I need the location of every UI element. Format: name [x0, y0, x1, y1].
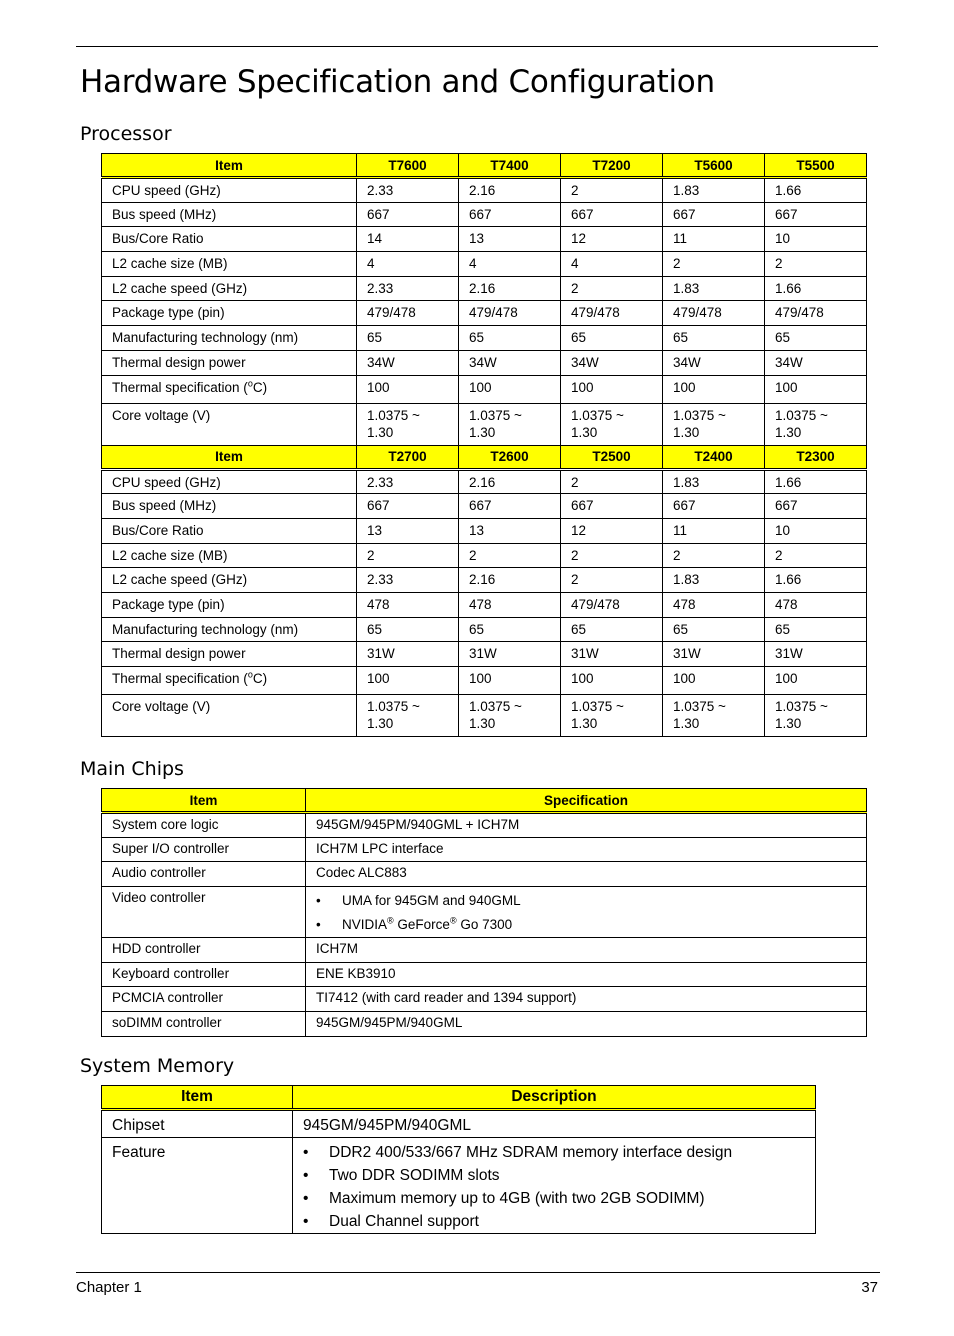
table-cell: 100	[765, 375, 867, 403]
row-label: Package type (pin)	[102, 592, 357, 617]
row-label: CPU speed (GHz)	[102, 178, 357, 203]
header-model: T2700	[357, 445, 459, 469]
table-row	[102, 518, 867, 543]
table-cell: 667	[663, 202, 765, 227]
system-memory-table	[101, 1085, 816, 1234]
table-row	[102, 962, 867, 987]
row-label: L2 cache size (MB)	[102, 543, 357, 568]
memory-header-row	[102, 1086, 816, 1110]
table-row	[102, 227, 867, 252]
cell-line: 1.0375 ~	[469, 699, 522, 714]
table-row	[102, 202, 867, 227]
cell-line: 1.0375 ~	[367, 407, 420, 423]
chip-spec: 945GM/945PM/940GML + ICH7M	[306, 813, 867, 838]
row-label: Thermal design power	[102, 642, 357, 667]
list-item: • Two DDR SODIMM slots	[303, 1164, 815, 1187]
table-row	[102, 667, 867, 695]
table-cell: 479/478	[663, 301, 765, 326]
table-cell: 667	[561, 202, 663, 227]
table-row	[102, 837, 867, 862]
table-cell: 478	[459, 592, 561, 617]
table-row	[102, 276, 867, 301]
row-label	[102, 375, 357, 403]
chip-item: HDD controller	[102, 938, 306, 963]
table-cell: 65	[459, 326, 561, 351]
chip-spec: Codec ALC883	[306, 862, 867, 887]
table-row	[102, 862, 867, 887]
top-rule	[76, 46, 878, 47]
table-cell: 4	[561, 252, 663, 277]
table-cell: 100	[663, 667, 765, 695]
table-cell: 100	[765, 667, 867, 695]
header-item: Item	[102, 445, 357, 469]
table-cell: 1.66	[765, 568, 867, 593]
row-label: Bus/Core Ratio	[102, 518, 357, 543]
cell-line: 1.0375 ~	[469, 407, 522, 423]
cell-line: 1.0375 ~	[775, 699, 828, 714]
chip-item: Video controller	[102, 887, 306, 938]
row-label: L2 cache size (MB)	[102, 252, 357, 277]
table-cell: 667	[663, 494, 765, 519]
table-cell: 479/478	[561, 301, 663, 326]
table-cell: 2	[663, 543, 765, 568]
degree-superscript: o	[247, 378, 253, 388]
table-row	[102, 178, 867, 203]
table-cell: 100	[663, 375, 765, 403]
table-cell: 2	[663, 252, 765, 277]
row-label: Core voltage (V)	[102, 695, 357, 737]
cell-line: 1.0375 ~	[571, 699, 624, 714]
list-item: • DDR2 400/533/667 MHz SDRAM memory interface design	[303, 1141, 815, 1164]
table-cell	[459, 695, 561, 737]
memory-row-feature	[102, 1138, 816, 1234]
row-label: Package type (pin)	[102, 301, 357, 326]
header-model: T2600	[459, 445, 561, 469]
degree-superscript: o	[247, 669, 253, 680]
table-cell	[663, 695, 765, 737]
list-item: • Dual Channel support	[303, 1210, 815, 1233]
chip-item: PCMCIA controller	[102, 987, 306, 1012]
table-cell: 667	[765, 202, 867, 227]
chip-item: Super I/O controller	[102, 837, 306, 862]
table-cell: 667	[561, 494, 663, 519]
table-cell: 13	[459, 227, 561, 252]
row-label: Manufacturing technology (nm)	[102, 617, 357, 642]
table-cell: 100	[561, 375, 663, 403]
table-cell: 12	[561, 518, 663, 543]
chip-item: Keyboard controller	[102, 962, 306, 987]
cell-line: 1.30	[367, 424, 394, 440]
row-label: Manufacturing technology (nm)	[102, 326, 357, 351]
table-cell: 13	[459, 518, 561, 543]
table-cell: 14	[357, 227, 459, 252]
footer-chapter: Chapter 1	[76, 1279, 142, 1296]
table-cell: 65	[765, 617, 867, 642]
table-cell: 65	[357, 617, 459, 642]
table-cell: 479/478	[765, 301, 867, 326]
chip-spec	[306, 887, 867, 938]
memory-description: 945GM/945PM/940GML	[293, 1110, 816, 1138]
table-cell: 2.16	[459, 276, 561, 301]
row-label	[102, 667, 357, 695]
table-row	[102, 592, 867, 617]
table-cell: 667	[765, 494, 867, 519]
table-cell: 31W	[459, 642, 561, 667]
table-cell: 478	[357, 592, 459, 617]
row-label: L2 cache speed (GHz)	[102, 276, 357, 301]
chip-spec: ICH7M LPC interface	[306, 837, 867, 862]
section-heading-system-memory: System Memory	[80, 1055, 235, 1077]
table-cell	[561, 403, 663, 445]
header-model: T5600	[663, 154, 765, 178]
cell-line: 1.0375 ~	[673, 407, 726, 423]
page-title: Hardware Specification and Configuration	[80, 64, 715, 100]
brand-text: GeForce	[393, 917, 450, 933]
table-row	[102, 543, 867, 568]
chips-header-row	[102, 789, 867, 813]
brand-text: NVIDIA	[342, 917, 388, 933]
cell-line: 1.30	[775, 716, 802, 731]
table-cell: 11	[663, 518, 765, 543]
table-cell: 478	[663, 592, 765, 617]
table-cell	[561, 695, 663, 737]
processor-header-row	[102, 445, 867, 469]
table-row	[102, 301, 867, 326]
table-row	[102, 938, 867, 963]
table-cell: 11	[663, 227, 765, 252]
table-cell: 2	[561, 543, 663, 568]
table-cell: 10	[765, 518, 867, 543]
table-cell: 34W	[459, 350, 561, 375]
table-cell: 2.33	[357, 568, 459, 593]
header-specification: Specification	[306, 789, 867, 813]
header-model: T7600	[357, 154, 459, 178]
feature-list	[303, 1141, 815, 1233]
chip-item: Audio controller	[102, 862, 306, 887]
table-cell	[765, 403, 867, 445]
table-cell: 31W	[765, 642, 867, 667]
chip-item: System core logic	[102, 813, 306, 838]
table-cell: 65	[765, 326, 867, 351]
header-model: T2400	[663, 445, 765, 469]
table-cell	[357, 695, 459, 737]
table-cell	[765, 695, 867, 737]
cell-line: 1.30	[469, 424, 496, 440]
table-cell: 479/478	[561, 592, 663, 617]
table-cell: 2.33	[357, 276, 459, 301]
brand-text: Go 7300	[456, 917, 513, 933]
table-cell: 12	[561, 227, 663, 252]
label-text: Thermal specification (	[112, 379, 248, 395]
header-item: Item	[102, 789, 306, 813]
table-cell: 667	[357, 202, 459, 227]
chip-spec: ENE KB3910	[306, 962, 867, 987]
row-label: Bus speed (MHz)	[102, 494, 357, 519]
row-label: Bus speed (MHz)	[102, 202, 357, 227]
table-cell: 10	[765, 227, 867, 252]
list-item	[316, 913, 866, 937]
table-cell: 34W	[357, 350, 459, 375]
chip-item: soDIMM controller	[102, 1012, 306, 1037]
table-cell: 2.16	[459, 568, 561, 593]
table-cell: 100	[357, 667, 459, 695]
registered-mark: ®	[449, 915, 457, 926]
label-text: C)	[252, 379, 268, 395]
cell-line: 1.30	[775, 424, 802, 440]
table-cell: 1.66	[765, 178, 867, 203]
table-cell: 31W	[561, 642, 663, 667]
table-cell: 1.66	[765, 276, 867, 301]
table-cell: 2.16	[459, 178, 561, 203]
table-cell: 1.83	[663, 178, 765, 203]
cell-line: 1.30	[469, 716, 496, 731]
row-label: Thermal design power	[102, 350, 357, 375]
table-cell: 2	[459, 543, 561, 568]
table-cell	[663, 403, 765, 445]
label-text: Thermal specification (	[112, 671, 248, 686]
table-row	[102, 494, 867, 519]
row-label: Core voltage (V)	[102, 403, 357, 445]
header-model: T7200	[561, 154, 663, 178]
table-row	[102, 326, 867, 351]
table-row	[102, 813, 867, 838]
table-cell: 667	[459, 494, 561, 519]
table-row	[102, 403, 867, 445]
table-cell: 2	[561, 568, 663, 593]
header-item: Item	[102, 154, 357, 178]
table-cell: 65	[459, 617, 561, 642]
table-cell: 65	[357, 326, 459, 351]
table-cell: 667	[357, 494, 459, 519]
table-cell: 479/478	[357, 301, 459, 326]
table-cell: 667	[459, 202, 561, 227]
row-label: Bus/Core Ratio	[102, 227, 357, 252]
table-cell	[357, 403, 459, 445]
table-cell: 2	[357, 543, 459, 568]
memory-header-description: Description	[293, 1086, 816, 1110]
table-row	[102, 1012, 867, 1037]
table-row	[102, 642, 867, 667]
table-cell: 100	[357, 375, 459, 403]
table-row	[102, 617, 867, 642]
cell-line: 1.0375 ~	[367, 699, 420, 714]
table-cell: 100	[459, 375, 561, 403]
row-label: L2 cache speed (GHz)	[102, 568, 357, 593]
table-cell: 1.66	[765, 469, 867, 494]
table-row	[102, 350, 867, 375]
cell-line: 1.30	[673, 424, 700, 440]
header-model: T5500	[765, 154, 867, 178]
header-model: T7400	[459, 154, 561, 178]
table-cell: 479/478	[459, 301, 561, 326]
table-cell: 2.16	[459, 469, 561, 494]
processor-table	[101, 153, 867, 737]
table-cell: 2.33	[357, 469, 459, 494]
cell-line: 1.0375 ~	[673, 699, 726, 714]
cell-line: 1.30	[571, 424, 598, 440]
table-cell: 65	[663, 326, 765, 351]
table-cell: 65	[561, 617, 663, 642]
table-cell: 31W	[357, 642, 459, 667]
registered-mark: ®	[387, 915, 394, 926]
cell-line: 1.0375 ~	[571, 407, 624, 423]
table-cell: 34W	[561, 350, 663, 375]
table-cell: 65	[663, 617, 765, 642]
table-cell: 13	[357, 518, 459, 543]
table-cell: 2	[561, 469, 663, 494]
memory-item: Chipset	[102, 1110, 293, 1138]
table-row	[102, 568, 867, 593]
chip-spec: TI7412 (with card reader and 1394 support)	[306, 987, 867, 1012]
main-chips-table	[101, 788, 867, 1037]
header-model: T2500	[561, 445, 663, 469]
table-cell: 65	[561, 326, 663, 351]
table-cell: 34W	[663, 350, 765, 375]
label-text: C)	[252, 671, 268, 686]
table-cell: 4	[357, 252, 459, 277]
table-cell: 34W	[765, 350, 867, 375]
table-cell	[459, 403, 561, 445]
table-row	[102, 469, 867, 494]
table-cell: 100	[561, 667, 663, 695]
table-cell: 478	[765, 592, 867, 617]
table-cell: 1.83	[663, 568, 765, 593]
table-cell: 4	[459, 252, 561, 277]
table-cell: 1.83	[663, 276, 765, 301]
section-heading-processor: Processor	[80, 123, 172, 145]
table-row	[102, 987, 867, 1012]
footer-page-number: 37	[861, 1279, 878, 1296]
memory-description	[293, 1138, 816, 1234]
table-cell: 100	[459, 667, 561, 695]
cell-line: 1.30	[367, 716, 394, 731]
table-cell: 2.33	[357, 178, 459, 203]
section-heading-main-chips: Main Chips	[80, 758, 184, 780]
chip-spec: 945GM/945PM/940GML	[306, 1012, 867, 1037]
table-row	[102, 375, 867, 403]
table-cell: 1.83	[663, 469, 765, 494]
table-cell: 2	[765, 543, 867, 568]
list-item: • Maximum memory up to 4GB (with two 2GB SODIMM)	[303, 1187, 815, 1210]
chip-spec: ICH7M	[306, 938, 867, 963]
cell-line: 1.30	[673, 716, 700, 731]
table-cell: 2	[765, 252, 867, 277]
table-cell: 31W	[663, 642, 765, 667]
cell-line: 1.30	[571, 716, 598, 731]
memory-row-chipset	[102, 1110, 816, 1138]
memory-item: Feature	[102, 1138, 293, 1234]
cell-line: 1.0375 ~	[775, 407, 828, 423]
header-model: T2300	[765, 445, 867, 469]
table-row	[102, 695, 867, 737]
table-row	[102, 887, 867, 938]
processor-header-row	[102, 154, 867, 178]
table-row	[102, 252, 867, 277]
video-spec-list	[316, 889, 866, 937]
list-item: • UMA for 945GM and 940GML	[316, 889, 866, 913]
table-cell: 2	[561, 178, 663, 203]
row-label: CPU speed (GHz)	[102, 469, 357, 494]
bottom-rule	[76, 1272, 880, 1273]
memory-header-item: Item	[102, 1086, 293, 1110]
table-cell: 2	[561, 276, 663, 301]
